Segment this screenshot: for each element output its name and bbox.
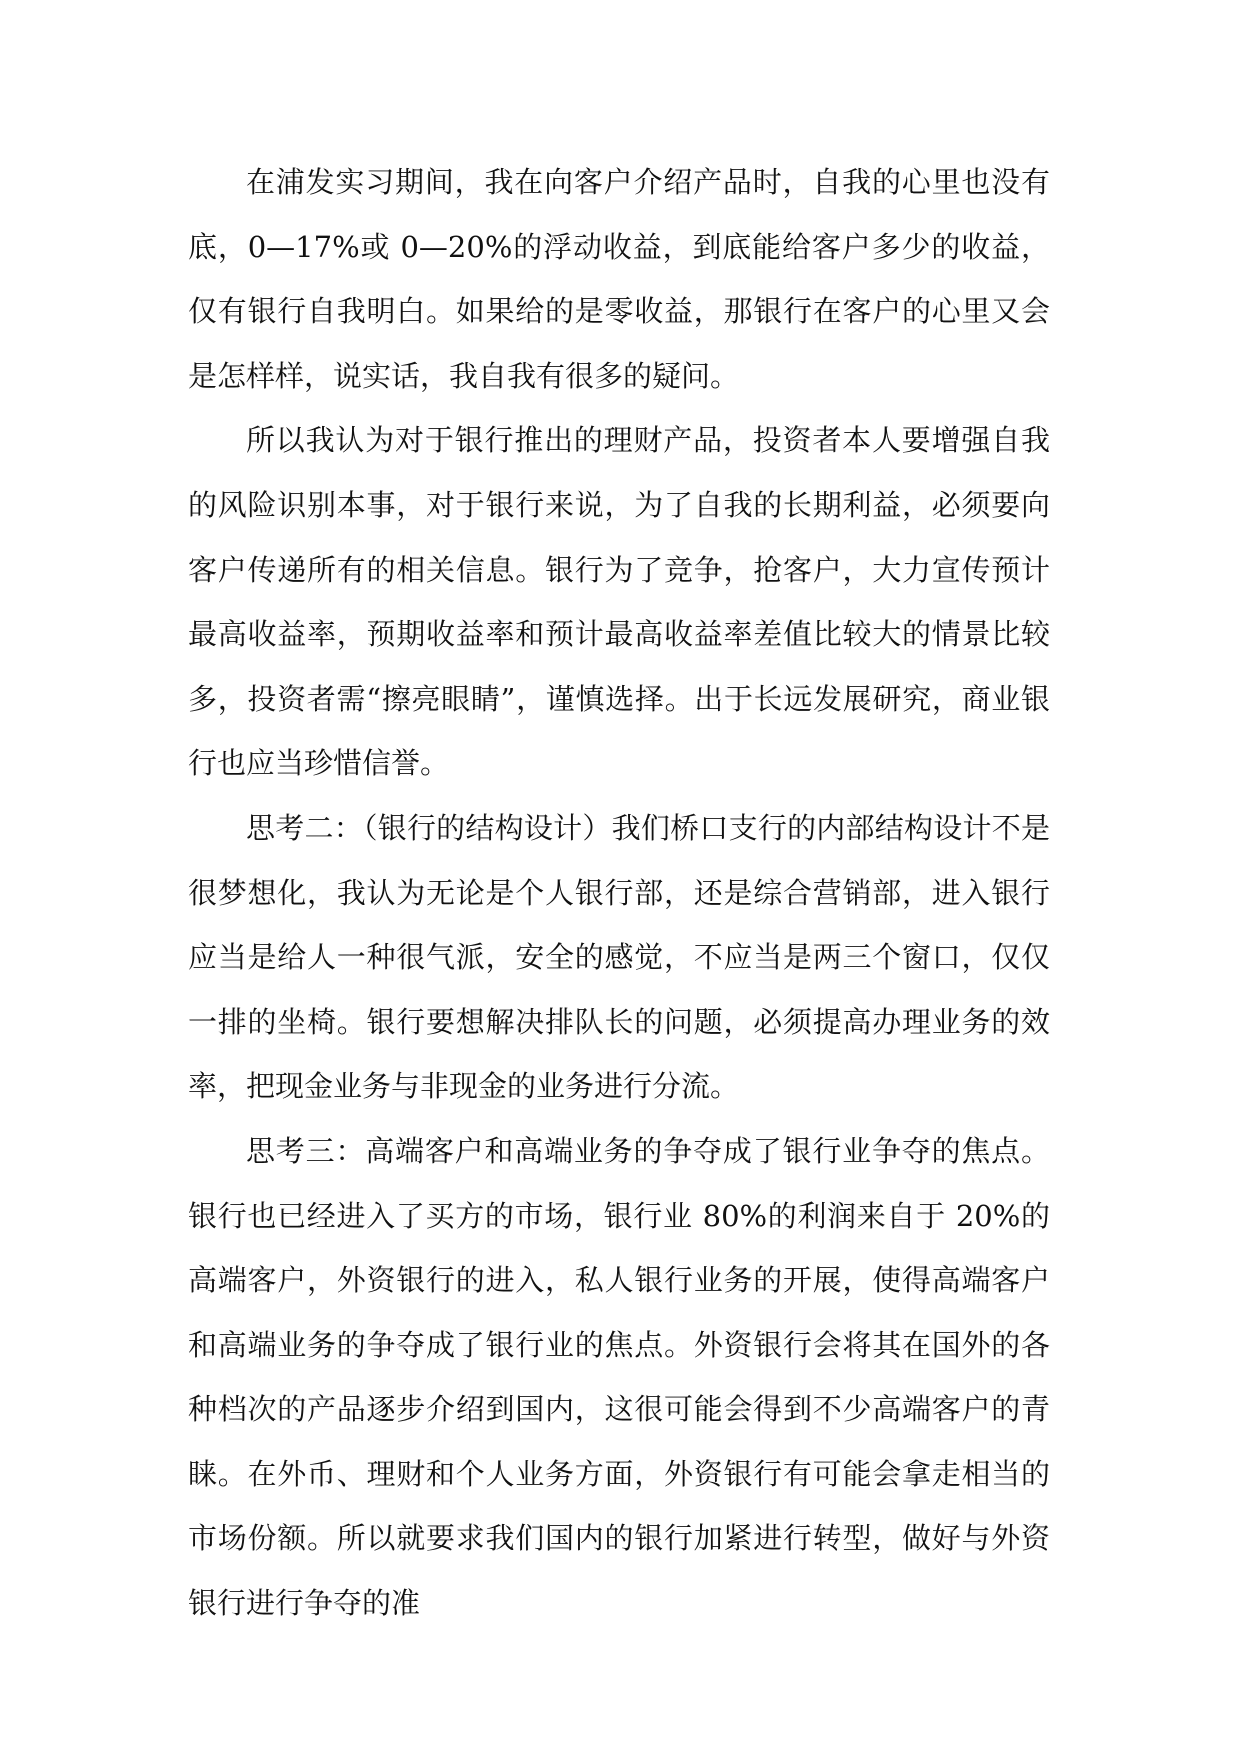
body-text bbox=[188, 150, 1050, 1636]
paragraph-risk-awareness: 所以我认为对于银行推出的理财产品，投资者本人要增强自我的风险识别本事，对于银行来说，为了自我的长期利益，必须要向客户传递所有的相关信息。银行为了竞争，抢客户，大力宣传预计最高收益率，预期收益率和预计最高收益率差值比较大的情景比较多，投资者需“擦亮眼睛”，谨慎选择。出于长远发展研究，商业银行也应当珍惜信誉。 bbox=[188, 423, 1050, 781]
paragraph-reflection-three: 思考三：高端客户和高端业务的争夺成了银行业争夺的焦点。银行也已经进入了买方的市场，银行业 80%的利润来自于 20%的高端客户，外资银行的进入，私人银行业务的开展，使得高端客户和高端业务的争夺成了银行业的焦点。外资银行会将其在国外的各种档次的产品逐步介绍到国内，这很可能会得到不少高端客户的青睐。在外币、理财和个人业务方面，外资银行有可能会拿走相当的市场份额。所以就要求我们国内的银行加紧进行转型，做好与外资银行进行争夺的准 bbox=[188, 1133, 1050, 1621]
paragraph-reflection-two: 思考二：（银行的结构设计）我们桥口支行的内部结构设计不是很梦想化，我认为无论是个人银行部，还是综合营销部，进入银行应当是给人一种很气派，安全的感觉，不应当是两三个窗口，仅仅一排的坐椅。银行要想解决排队长的问题，必须提高办理业务的效率，把现金业务与非现金的业务进行分流。 bbox=[188, 810, 1050, 1104]
paragraph-internship-returns: 在浦发实习期间，我在向客户介绍产品时，自我的心里也没有底，0—17%或 0—20%的浮动收益，到底能给客户多少的收益，仅有银行自我明白。如果给的是零收益，那银行在客户的心里又会是怎样样，说实话，我自我有很多的疑问。 bbox=[188, 165, 1050, 393]
